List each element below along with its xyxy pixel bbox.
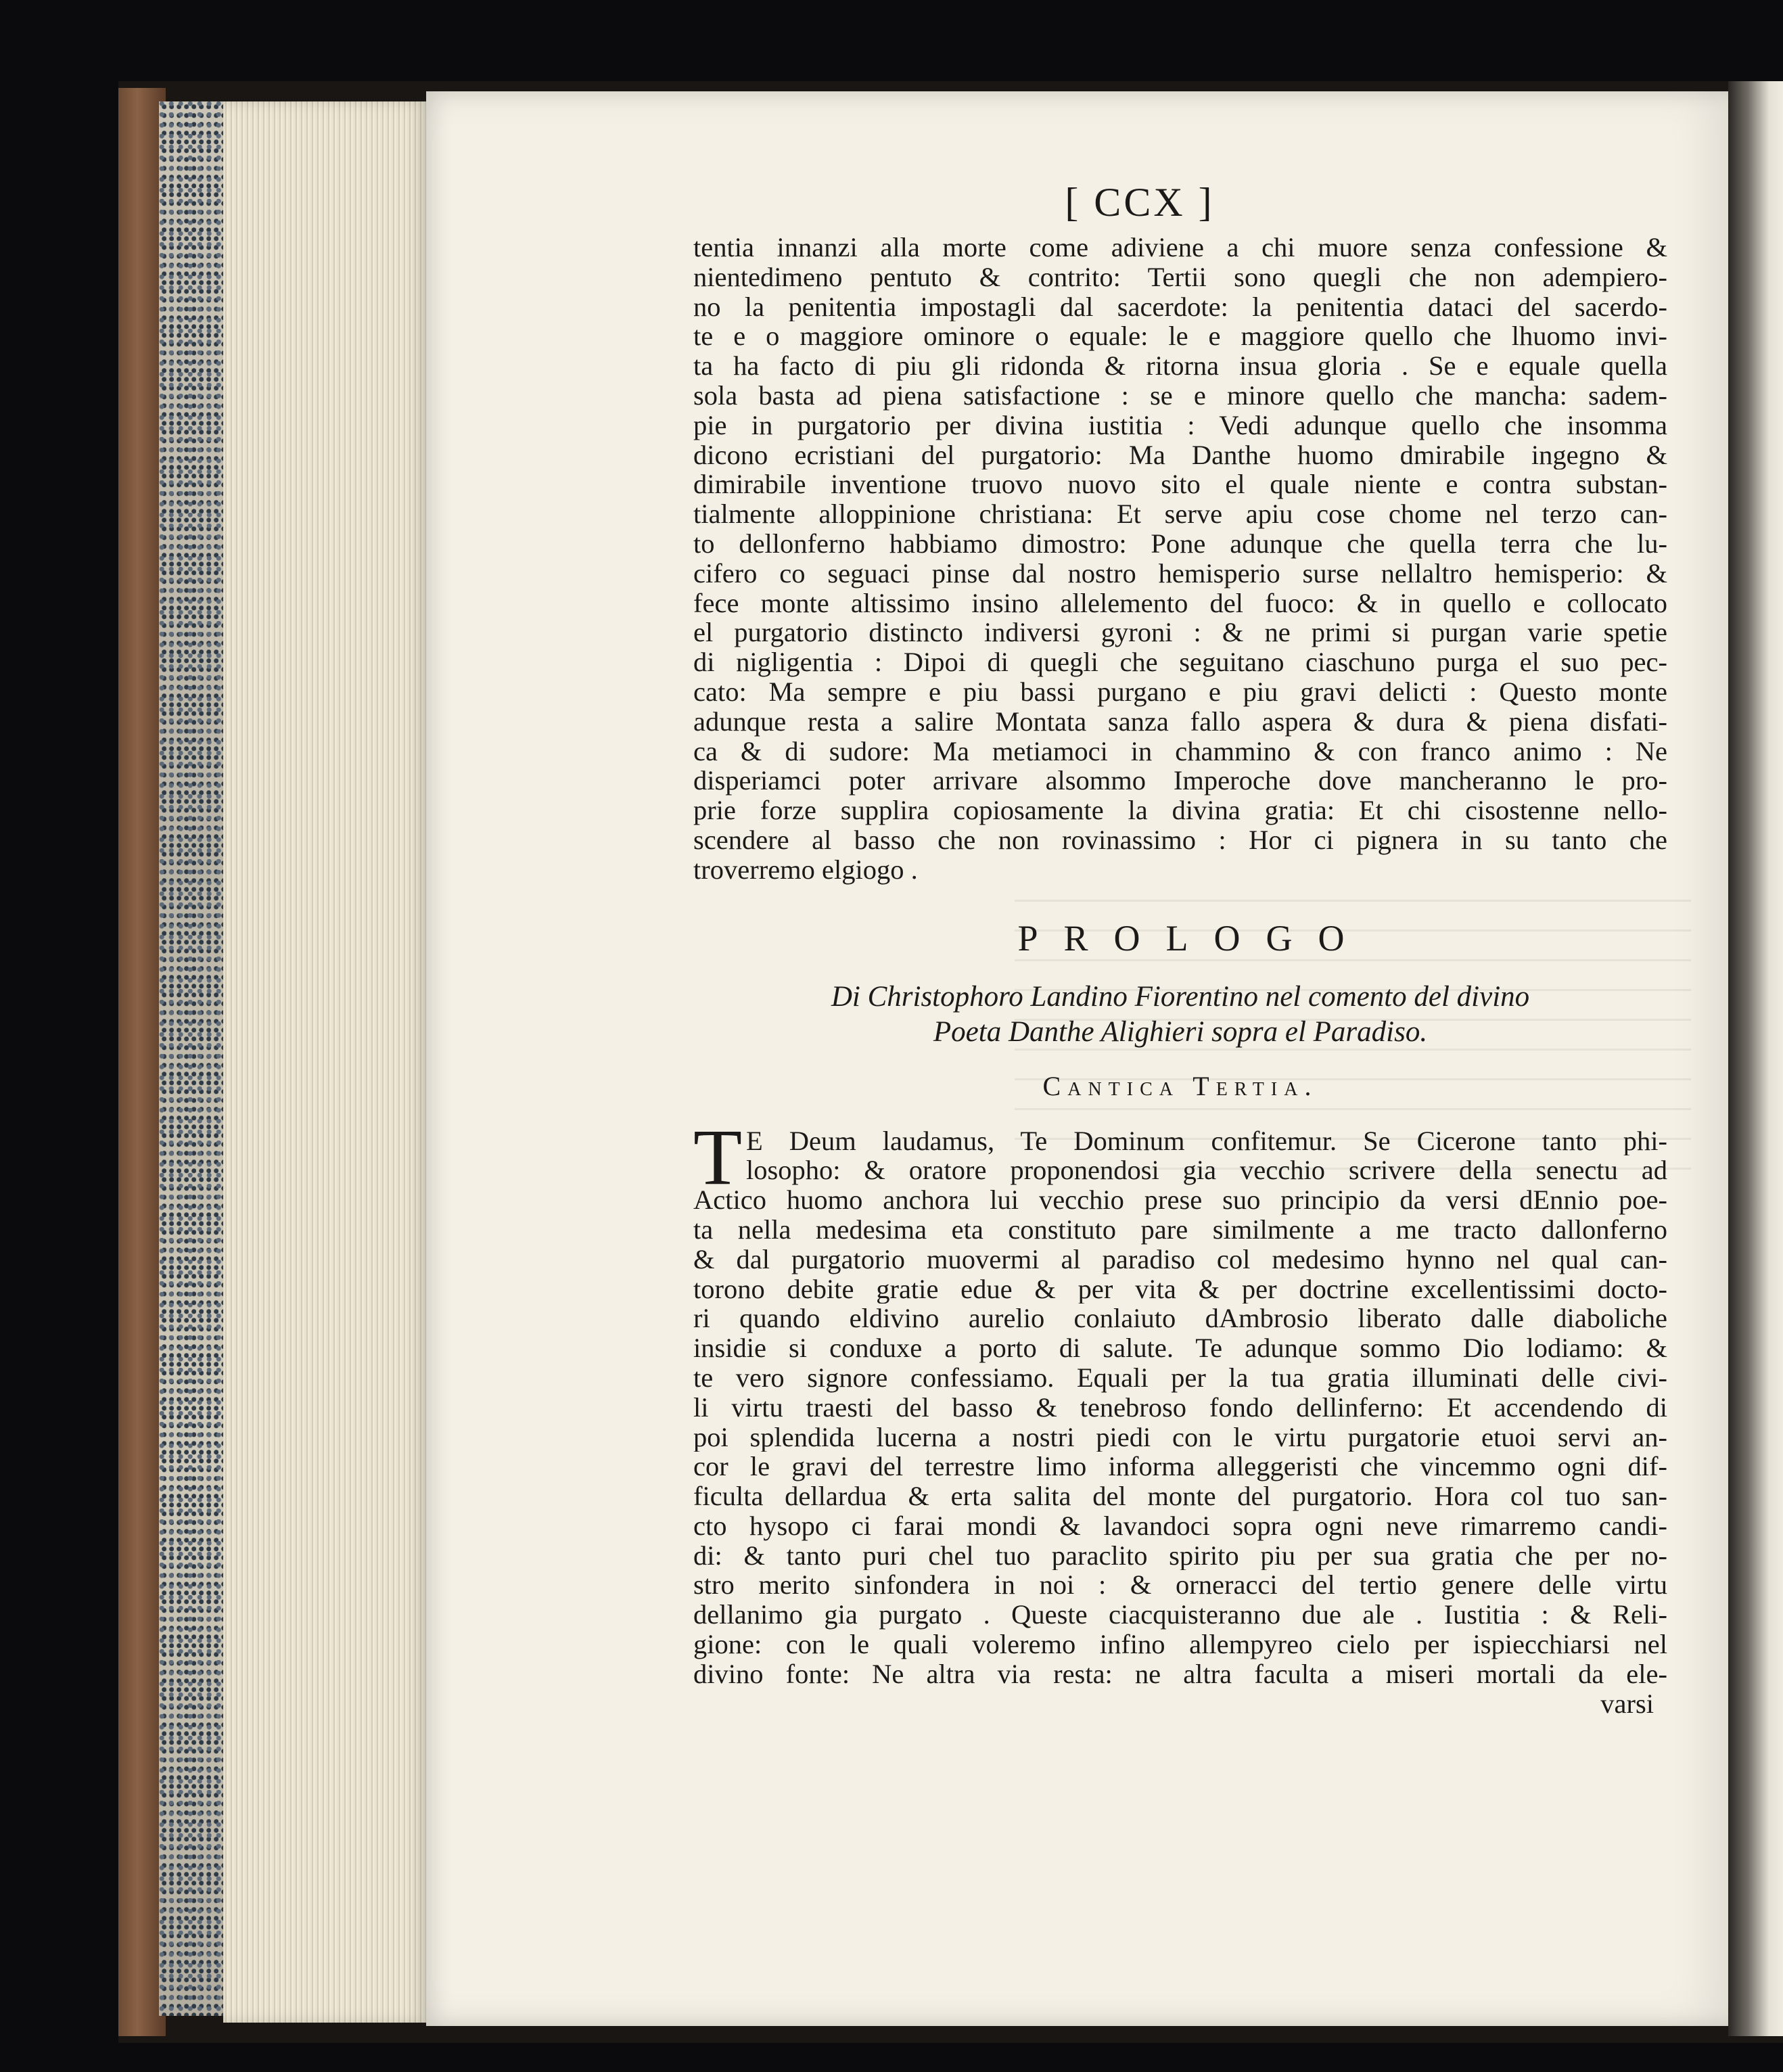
text-line: di nigligentia : Dipoi di quegli che seguitano ciaschuno purga el suo pec- xyxy=(693,647,1667,677)
text-line: prie forze supplira copiosamente la divina gratia: Et chi cisostenne nello- xyxy=(693,796,1667,825)
text-line: insidie si conduxe a porto di salute. Te adunque sommo Dio lodiamo: & xyxy=(693,1333,1667,1363)
text-line: cor le gravi del terrestre limo informa alleggeristi che vincemmo ogni dif- xyxy=(693,1452,1667,1482)
subtitle-line: Di Christophoro Landino Fiorentino nel comento del divino xyxy=(831,980,1530,1013)
text-line: sola basta ad piena satisfactione : se e minore quello che mancha: sadem- xyxy=(693,380,1667,411)
text-line: troverremo elgiogo . xyxy=(693,854,918,885)
text-line: el purgatorio distincto indiversi gyroni : & ne primi si purgan varie spetie xyxy=(693,618,1667,648)
text-line: te vero signore confessiamo. Equali per la tua gratia illuminati delle civi- xyxy=(693,1362,1667,1393)
text-line: ta nella medesima eta constituto pare similmente a me tracto dallonferno xyxy=(693,1214,1667,1245)
page-edges xyxy=(223,101,426,2023)
page-text xyxy=(693,179,1667,1718)
subtitle-line: Poeta Danthe Alighieri sopra el Paradiso. xyxy=(933,1015,1428,1048)
text-line: losopho: & oratore proponendosi gia vecchio scrivere della senectu ad xyxy=(746,1155,1667,1186)
text-line: ca & di sudore: Ma metiamoci in chammino & con franco animo : Ne xyxy=(693,736,1667,766)
text-line: tialmente alloppinione christiana: Et serve apiu cose chome nel terzo can- xyxy=(693,499,1667,529)
text-line: ficulta dellardua & erta salita del monte del purgatorio. Hora col tuo san- xyxy=(693,1481,1667,1511)
prologo-text-block xyxy=(693,1112,1667,1719)
top-text-block xyxy=(693,233,1667,885)
text-line: scendere al basso che non rovinassimo : Hor ci pignera in su tanto che xyxy=(693,825,1667,855)
text-line: no la penitentia impostagli dal sacerdote: la penitentia dataci del sacerdo- xyxy=(693,292,1667,322)
text-line: nientedimeno pentuto & contrito: Tertii sono quegli che non adempiero- xyxy=(693,262,1667,292)
text-line: E Deum laudamus, Te Dominum confitemur. Se Cicerone tanto phi- xyxy=(746,1126,1667,1156)
text-line: adunque resta a salire Montata sanza fallo aspera & dura & piena disfati- xyxy=(693,706,1667,737)
text-line: te e o maggiore ominore o equale: le e maggiore quello che lhuomo invi- xyxy=(693,321,1667,352)
folio-number: [ CCX ] xyxy=(1065,180,1215,225)
text-line: cato: Ma sempre e piu bassi purgano e piu gravi delicti : Questo monte xyxy=(693,676,1667,707)
text-line: Actico huomo anchora lui vecchio prese suo principio da versi dEnnio poe- xyxy=(693,1185,1667,1215)
text-line: divino fonte: Ne altra via resta: ne altra faculta a miseri mortali da ele- xyxy=(693,1659,1667,1689)
text-line: torono debite gratie edue & per vita & per doctrine excellentissimi docto- xyxy=(693,1274,1667,1304)
text-line: dicono ecristiani del purgatorio: Ma Danthe huomo dmirabile ingegno & xyxy=(693,440,1667,470)
text-line: cto hysopo ci farai mondi & lavandoci sopra ogni neve rimarremo candi- xyxy=(693,1511,1667,1541)
text-line: dellanimo gia purgato . Queste ciacquisteranno due ale . Iustitia : & Reli- xyxy=(693,1600,1667,1630)
cantica-heading: Cantica Tertia. xyxy=(1042,1070,1318,1101)
text-line: tentia innanzi alla morte come adiviene a chi muore senza confessione & xyxy=(693,233,1667,262)
marbled-edge xyxy=(159,101,223,2016)
text-line: ta ha facto di piu gli ridonda & ritorna insua gloria . Se e equale quella xyxy=(693,351,1667,381)
prologo-heading: PROLOGO xyxy=(1017,917,1370,959)
text-line: cifero co seguaci pinse dal nostro hemisperio surse nellaltro hemisperio: & xyxy=(693,558,1667,589)
text-line: gione: con le quali voleremo infino allempyreo cielo per ispiecchiarsi nel xyxy=(693,1630,1667,1659)
text-line: stro merito sinfondera in noi : & orneracci del tertio genere delle virtu xyxy=(693,1570,1667,1601)
catchword: varsi xyxy=(1600,1688,1654,1719)
text-line: ri quando eldivino aurelio conlaiuto dAmbrosio liberato dalle diaboliche xyxy=(693,1304,1667,1334)
text-line: to dellonferno habbiamo dimostro: Pone adunque che quella terra che lu- xyxy=(693,528,1667,559)
text-line: disperiamci poter arrivare alsommo Imperoche dove mancheranno le pro- xyxy=(693,766,1667,796)
text-line: li virtu traesti del basso & tenebroso fondo dellinferno: Et accendendo di xyxy=(693,1392,1667,1423)
text-line: & dal purgatorio muovermi al paradiso col medesimo hynno nel qual can- xyxy=(693,1244,1667,1274)
text-line: poi splendida lucerna a nostri piedi con le virtu purgatorie etuoi servi an- xyxy=(693,1422,1667,1452)
text-line: dimirabile inventione truovo nuovo sito el quale niente e contra substan- xyxy=(693,469,1667,500)
drop-capital: T xyxy=(693,1112,743,1201)
text-line: di: & tanto puri chel tuo paraclito spirito piu per sua gratia che per no- xyxy=(693,1540,1667,1571)
text-line: pie in purgatorio per divina iustitia : Vedi adunque quello che insomma xyxy=(693,410,1667,440)
text-line: fece monte altissimo insino allelemento del fuoco: & in quello e collocato xyxy=(693,588,1667,618)
prologo-subtitle xyxy=(693,980,1667,1050)
facing-page-edge xyxy=(1728,81,1783,2036)
